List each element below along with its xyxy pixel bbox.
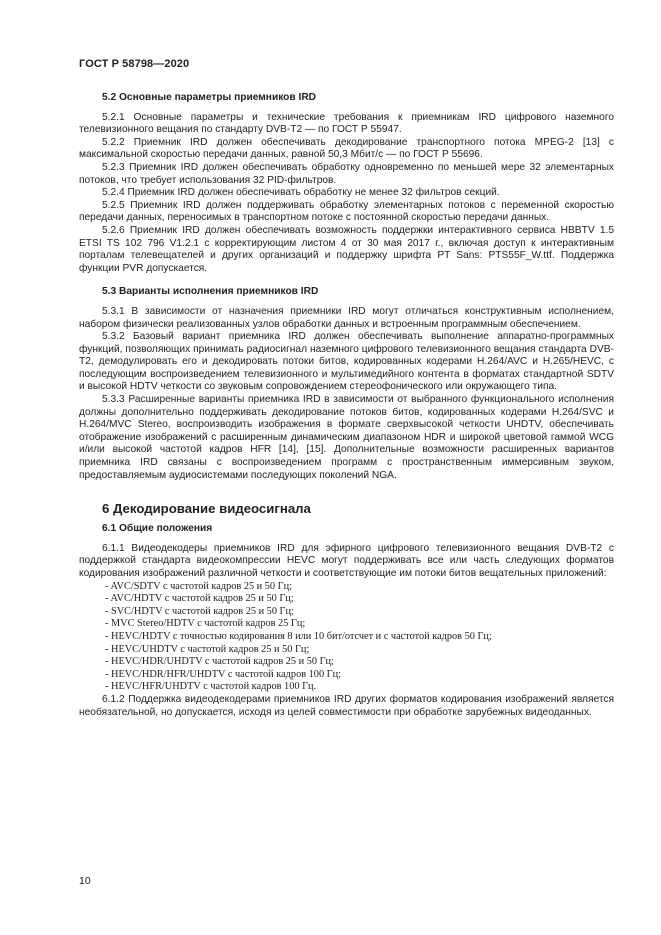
list-item: - SVC/HDTV с частотой кадров 25 и 50 Гц;: [105, 606, 614, 619]
paragraph-5-2-1: 5.2.1 Основные параметры и технические требования к приемникам IRD цифрового наземного телевизионного вещания по стандарту DVB-T2 — по ГОСТ Р 55947.: [79, 111, 614, 136]
page-number: 10: [79, 875, 91, 887]
list-item: - HEVC/HDR/HFR/UHDTV с частотой кадров 100 Гц;: [105, 669, 614, 682]
section-6-1-heading: 6.1 Общие положения: [102, 523, 213, 535]
format-list: [79, 581, 614, 694]
paragraph-5-2-5: 5.2.5 Приемник IRD должен поддерживать обработку элементарных потоков с переменной скоростью передачи данных, переносимых в транспортном потоке с постоянной скоростью передачи данных.: [79, 199, 614, 224]
paragraph-5-2-2: 5.2.2 Приемник IRD должен обеспечивать декодирование транспортного потока MPEG-2 [13] с максимальной скоростью передачи данных, равной 50,3 Мбит/с — по ГОСТ Р 55696.: [79, 136, 614, 161]
list-item: - AVC/HDTV с частотой кадров 25 и 50 Гц;: [105, 593, 614, 606]
paragraph-5-3-1: 5.3.1 В зависимости от назначения приемники IRD могут отличаться конструктивным исполнением, набором физически реализованных узлов обработки данных и встроенным программным обеспечением.: [79, 305, 614, 330]
section-6-heading: 6 Декодирование видеосигнала: [102, 501, 311, 517]
list-item: - AVC/SDTV с частотой кадров 25 и 50 Гц;: [105, 581, 614, 594]
standard-header: ГОСТ Р 58798—2020: [79, 58, 190, 70]
paragraph-5-3-3: 5.3.3 Расширенные варианты приемника IRD в зависимости от выбранного функционального исполнения должны дополнительно поддерживать декодирование потоков битов, кодированных кодерами H.264/SVC и H.264/MVC Stereo, воспроизводить изображения в формате сверхвысокой четкости UHDTV, обеспечивать отображение изображений с расширенным динамическим диапазоном HDR и широкой цветовой гаммой WCG и/или высокой частотой кадров HFR [14], [15]. Дополнительные возможности расширенных вариантов приемника IRD связаны с воспроизведением программ с пространственным иммерсивным звуком, предоставляемым аудиосистемами последующих поколений NGA.: [79, 394, 614, 481]
paragraph-6-1-1: 6.1.1 Видеодекодеры приемников IRD для эфирного цифрового телевизионного вещания DVB-T2 с поддержкой стандарта видеокомпрессии HEVC могут поддерживать все или часть следующих форматов кодирования изображений различной четкости и соответствующие им потоки битов вещательных приложений:: [79, 542, 614, 579]
section-5-3-heading: 5.3 Варианты исполнения приемников IRD: [102, 286, 319, 298]
list-item: - MVC Stereo/HDTV с частотой кадров 25 Гц;: [105, 618, 614, 631]
paragraph-5-2-6: 5.2.6 Приемник IRD должен обеспечивать возможность поддержки интерактивного сервиса HBBTV 1.5 ETSI TS 102 796 V1.2.1 с корректирующим листом 4 от 30 мая 2017 г., включая доступ к интерактивным порталам телевещателей и других организаций и поддержку шрифта PT Sans: PTS55F_W.ttf. Поддержка функции PVR допускается.: [79, 224, 614, 274]
paragraph-6-1-2: 6.1.2 Поддержка видеодекодерами приемников IRD других форматов кодирования изображений является необязательной, но допускается, исходя из целей совместимости при обработке зарубежных видеоданных.: [79, 693, 614, 718]
document-body: [79, 92, 614, 719]
list-item: - HEVC/HDTV с точностью кодирования 8 или 10 бит/отсчет и с частотой кадров 50 Гц;: [105, 631, 614, 644]
paragraph-5-3-2: 5.3.2 Базовый вариант приемника IRD должен обеспечивать выполнение аппаратно-программных функций, позволяющих принимать радиосигнал наземного цифрового телевизионного вещания стандарта DVB-T2, демодулировать его и декодировать потоки битов, кодированных кодерами H.264/AVC и H.265/HEVC, с последующим воспроизведением телевизионного и мультимедийного контента в форматах стандартной SDTV и высокой HDTV четкости со звуковым сопровождением стереофонического или окружающего типа.: [79, 331, 614, 393]
paragraph-5-2-4: 5.2.4 Приемник IRD должен обеспечивать обработку не менее 32 фильтров секций.: [102, 187, 500, 199]
list-item: - HEVC/UHDTV с частотой кадров 25 и 50 Гц;: [105, 644, 614, 657]
list-item: - HEVC/HDR/UHDTV с частотой кадров 25 и 50 Гц;: [105, 656, 614, 669]
list-item: - HEVC/HFR/UHDTV с частотой кадров 100 Гц.: [105, 681, 614, 694]
paragraph-5-2-3: 5.2.3 Приемник IRD должен обеспечивать обработку одновременно по меньшей мере 32 элементарных потоков, что требует использования 32 PID-фильтров.: [79, 161, 614, 186]
section-5-2-heading: 5.2 Основные параметры приемников IRD: [102, 92, 317, 103]
